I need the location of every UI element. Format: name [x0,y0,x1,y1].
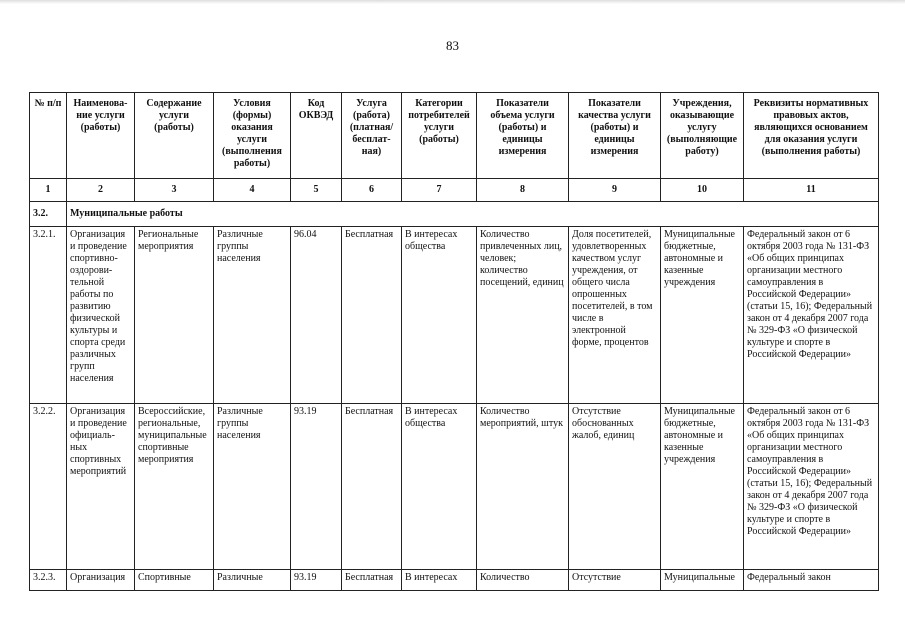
column-number: 5 [291,179,342,202]
service-content: Всероссийские, региональные, муниципальные спортивные мероприятия [135,404,214,570]
payment-type: Бесплатная [342,404,402,570]
page-number: 83 [446,38,459,53]
volume-indicators: Количество [477,570,569,591]
column-number: 7 [402,179,477,202]
quality-indicators: Отсутствие [569,570,661,591]
service-content: Региональные мероприятия [135,227,214,404]
section-title: Муниципальные работы [67,202,879,227]
column-header: Показатели объема услуги (работы) и единицы измерения [477,93,569,179]
column-header: Учреждения, оказывающие услугу (выполняющие работу) [661,93,744,179]
payment-type: Бесплатная [342,227,402,404]
providing-institutions: Муниципальные бюджетные, автономные и казенные учреждения [661,404,744,570]
column-header: Категории потребителей услуги (работы) [402,93,477,179]
column-header: Услуга (работа) (платная/ бесплат-ная) [342,93,402,179]
column-header: Показатели качества услуги (работы) и единицы измерения [569,93,661,179]
row-number: 3.2.3. [30,570,67,591]
volume-indicators: Количество мероприятий, штук [477,404,569,570]
services-table [29,92,879,591]
header-row [30,93,879,179]
column-header: № п/п [30,93,67,179]
column-number: 1 [30,179,67,202]
service-name: Организация и проведение официаль-ных спортивных мероприятий [67,404,135,570]
column-number: 10 [661,179,744,202]
column-header: Наименова-ние услуги (работы) [67,93,135,179]
legal-acts: Федеральный закон от 6 октября 2003 года № 131-ФЗ «Об общих принципах организации местного самоуправления в Российской Федерации» (статьи 15, 16); Федеральный закон от 4 декабря 2007 года № 329-ФЗ «О физической культуре и спорте в Российской Федерации» [744,227,879,404]
column-header: Код ОКВЭД [291,93,342,179]
section-number: 3.2. [30,202,67,227]
okved-code: 96.04 [291,227,342,404]
consumer-category: В интересах общества [402,227,477,404]
quality-indicators: Отсутствие обоснованных жалоб, единиц [569,404,661,570]
providing-institutions: Муниципальные [661,570,744,591]
legal-acts: Федеральный закон от 6 октября 2003 года № 131-ФЗ «Об общих принципах организации местного самоуправления в Российской Федерации» (статьи 15, 16); Федеральный закон от 4 декабря 2007 года № 329-ФЗ «О физической культуре и спорте в Российской Федерации» [744,404,879,570]
column-number: 4 [214,179,291,202]
legal-acts: Федеральный закон [744,570,879,591]
payment-type: Бесплатная [342,570,402,591]
scan-edge [0,0,905,4]
row-number: 3.2.1. [30,227,67,404]
service-name: Организация [67,570,135,591]
column-number-row [30,179,879,202]
column-header: Содержание услуги (работы) [135,93,214,179]
column-number: 9 [569,179,661,202]
quality-indicators: Доля посетителей, удовлетворенных качеством услуг учреждения, от общего числа опрошенных посетителей, в том числе в электронной форме, процентов [569,227,661,404]
consumer-category: В интересах [402,570,477,591]
okved-code: 93.19 [291,570,342,591]
service-conditions: Различные группы населения [214,227,291,404]
service-conditions: Различные [214,570,291,591]
consumer-category: В интересах общества [402,404,477,570]
column-header: Реквизиты нормативных правовых актов, являющихся основанием для оказания услуги (выполнения работы) [744,93,879,179]
table-row [30,227,879,404]
section-row [30,202,879,227]
column-number: 2 [67,179,135,202]
column-number: 6 [342,179,402,202]
table-row [30,570,879,591]
service-name: Организация и проведение спортивно-оздорови-тельной работы по развитию физической культуры и спорта среди различных групп населения [67,227,135,404]
row-number: 3.2.2. [30,404,67,570]
table-row [30,404,879,570]
column-number: 8 [477,179,569,202]
service-content: Спортивные [135,570,214,591]
column-number: 3 [135,179,214,202]
column-number: 11 [744,179,879,202]
volume-indicators: Количество привлеченных лиц, человек; количество посещений, единиц [477,227,569,404]
okved-code: 93.19 [291,404,342,570]
providing-institutions: Муниципальные бюджетные, автономные и казенные учреждения [661,227,744,404]
service-conditions: Различные группы населения [214,404,291,570]
column-header: Условия (формы) оказания услуги (выполнения работы) [214,93,291,179]
